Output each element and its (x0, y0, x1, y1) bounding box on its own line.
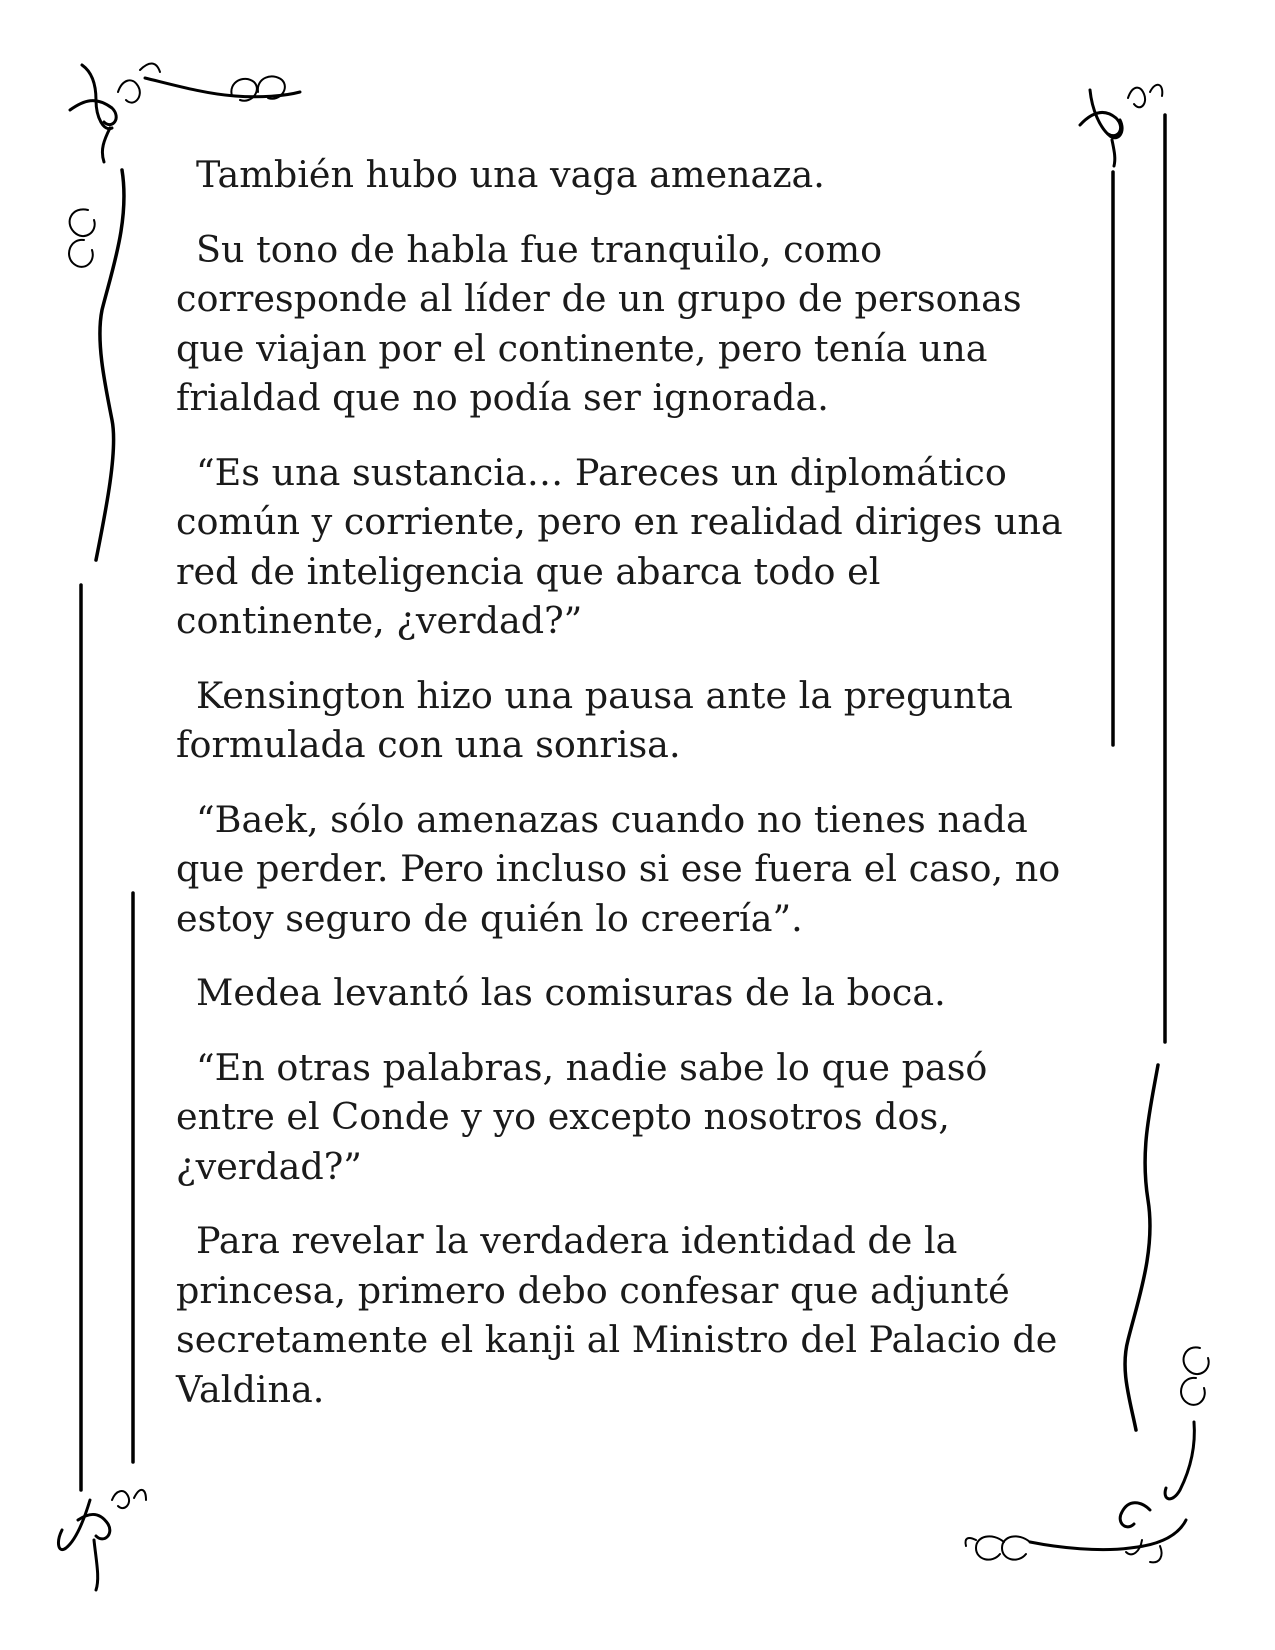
paragraph-6: Medea levantó las comisuras de la boca. (196, 971, 946, 1014)
paragraph-1: También hubo una vaga amenaza. (196, 153, 825, 196)
page-text (176, 150, 1096, 1439)
left-side-curve (96, 170, 124, 560)
paragraph-8: Para revelar la verdadera identidad de la princesa, primero debo confesar que adjunté secretamente el kanji al Ministro del Palacio de Valdina. (176, 1219, 1058, 1411)
right-side-curve (1125, 1065, 1158, 1430)
paragraph-7: “En otras palabras, nadie sabe lo que pasó entre el Conde y yo excepto nosotros dos, ¿verdad?” (176, 1045, 988, 1188)
paragraph-4: Kensington hizo una pausa ante la pregunta formulada con una sonrisa. (176, 673, 1013, 766)
bottom-left-flourish (59, 1490, 146, 1590)
paragraph-5: “Baek, sólo amenazas cuando no tienes nada que perder. Pero incluso si ese fuera el caso, no estoy seguro de quién lo creería”. (176, 797, 1061, 940)
paragraph-3: “Es una sustancia… Pareces un diplomático común y corriente, pero en realidad diriges una red de inteligencia que abarca todo el continente, ¿verdad?” (176, 450, 1063, 642)
paragraph-2: Su tono de habla fue tranquilo, como corresponde al líder de un grupo de personas que viajan por el continente, pero tenía una frialdad que no podía ser ignorada. (176, 227, 1022, 419)
